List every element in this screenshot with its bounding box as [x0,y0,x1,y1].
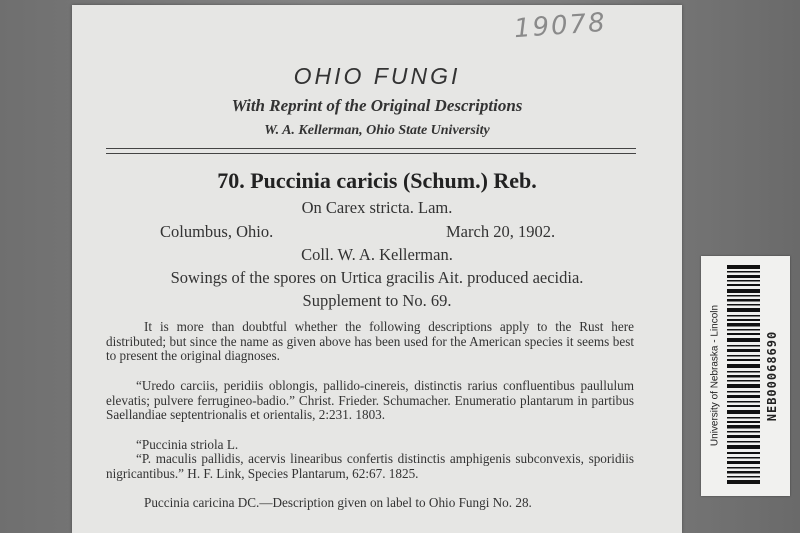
description-text: “Uredo carciis, peridiis oblongis, pallido-cinereis, distinctis rarius confluentibus paullulum elevatis; pulvere ferrugineo-badio.” Christ. Frieder. Schumacher. Enumeratio plantarum in partibus Saellandiae septentrionalis et orientalis, 2:231. 1803. [106,378,634,423]
note-line: Sowings of the spores on Urtica gracilis Ait. produced aecidia. [170,268,584,287]
barcode [727,265,760,487]
description-paragraph [106,320,634,364]
barcode-label: University of Nebraska - Lincoln NEB00068690 [701,256,790,496]
locality: Columbus, Ohio. [160,222,274,241]
description-text: “Puccinia striola L. [136,437,239,452]
description-paragraph [106,452,634,481]
collection-date: March 20, 1902. [446,222,556,241]
series-subtitle: With Reprint of the Original Descriptions [231,96,523,115]
series-title: OHIO FUNGI [293,63,461,89]
collector-line: Coll. W. A. Kellerman. [301,245,453,264]
divider-rule [106,148,636,149]
supplement-line: Supplement to No. 69. [302,291,452,310]
specimen-label [72,5,682,533]
description-paragraph [106,379,634,423]
handwritten-accession-number: 19078 [513,7,608,45]
host-line: On Carex stricta. Lam. [301,198,453,217]
description-text: It is more than doubtful whether the following descriptions apply to the Rust here distributed; but since the name as given above has been used for the American species it seems best to present the original diagnoses. [106,319,634,364]
description-text: “P. maculis pallidis, acervis linearibus confertis distinctis amphigenis subconvexis, sporidiis nigricantibus.” H. F. Link, Species Plantarum, 62:67. 1825. [106,451,634,481]
description-text: Puccinia caricina DC.—Description given on label to Ohio Fungi No. 28. [144,495,532,510]
series-author: W. A. Kellerman, Ohio State University [264,123,490,138]
description-paragraph [106,496,634,511]
species-heading: 70. Puccinia caricis (Schum.) Reb. [217,168,537,193]
divider-rule [106,153,636,154]
